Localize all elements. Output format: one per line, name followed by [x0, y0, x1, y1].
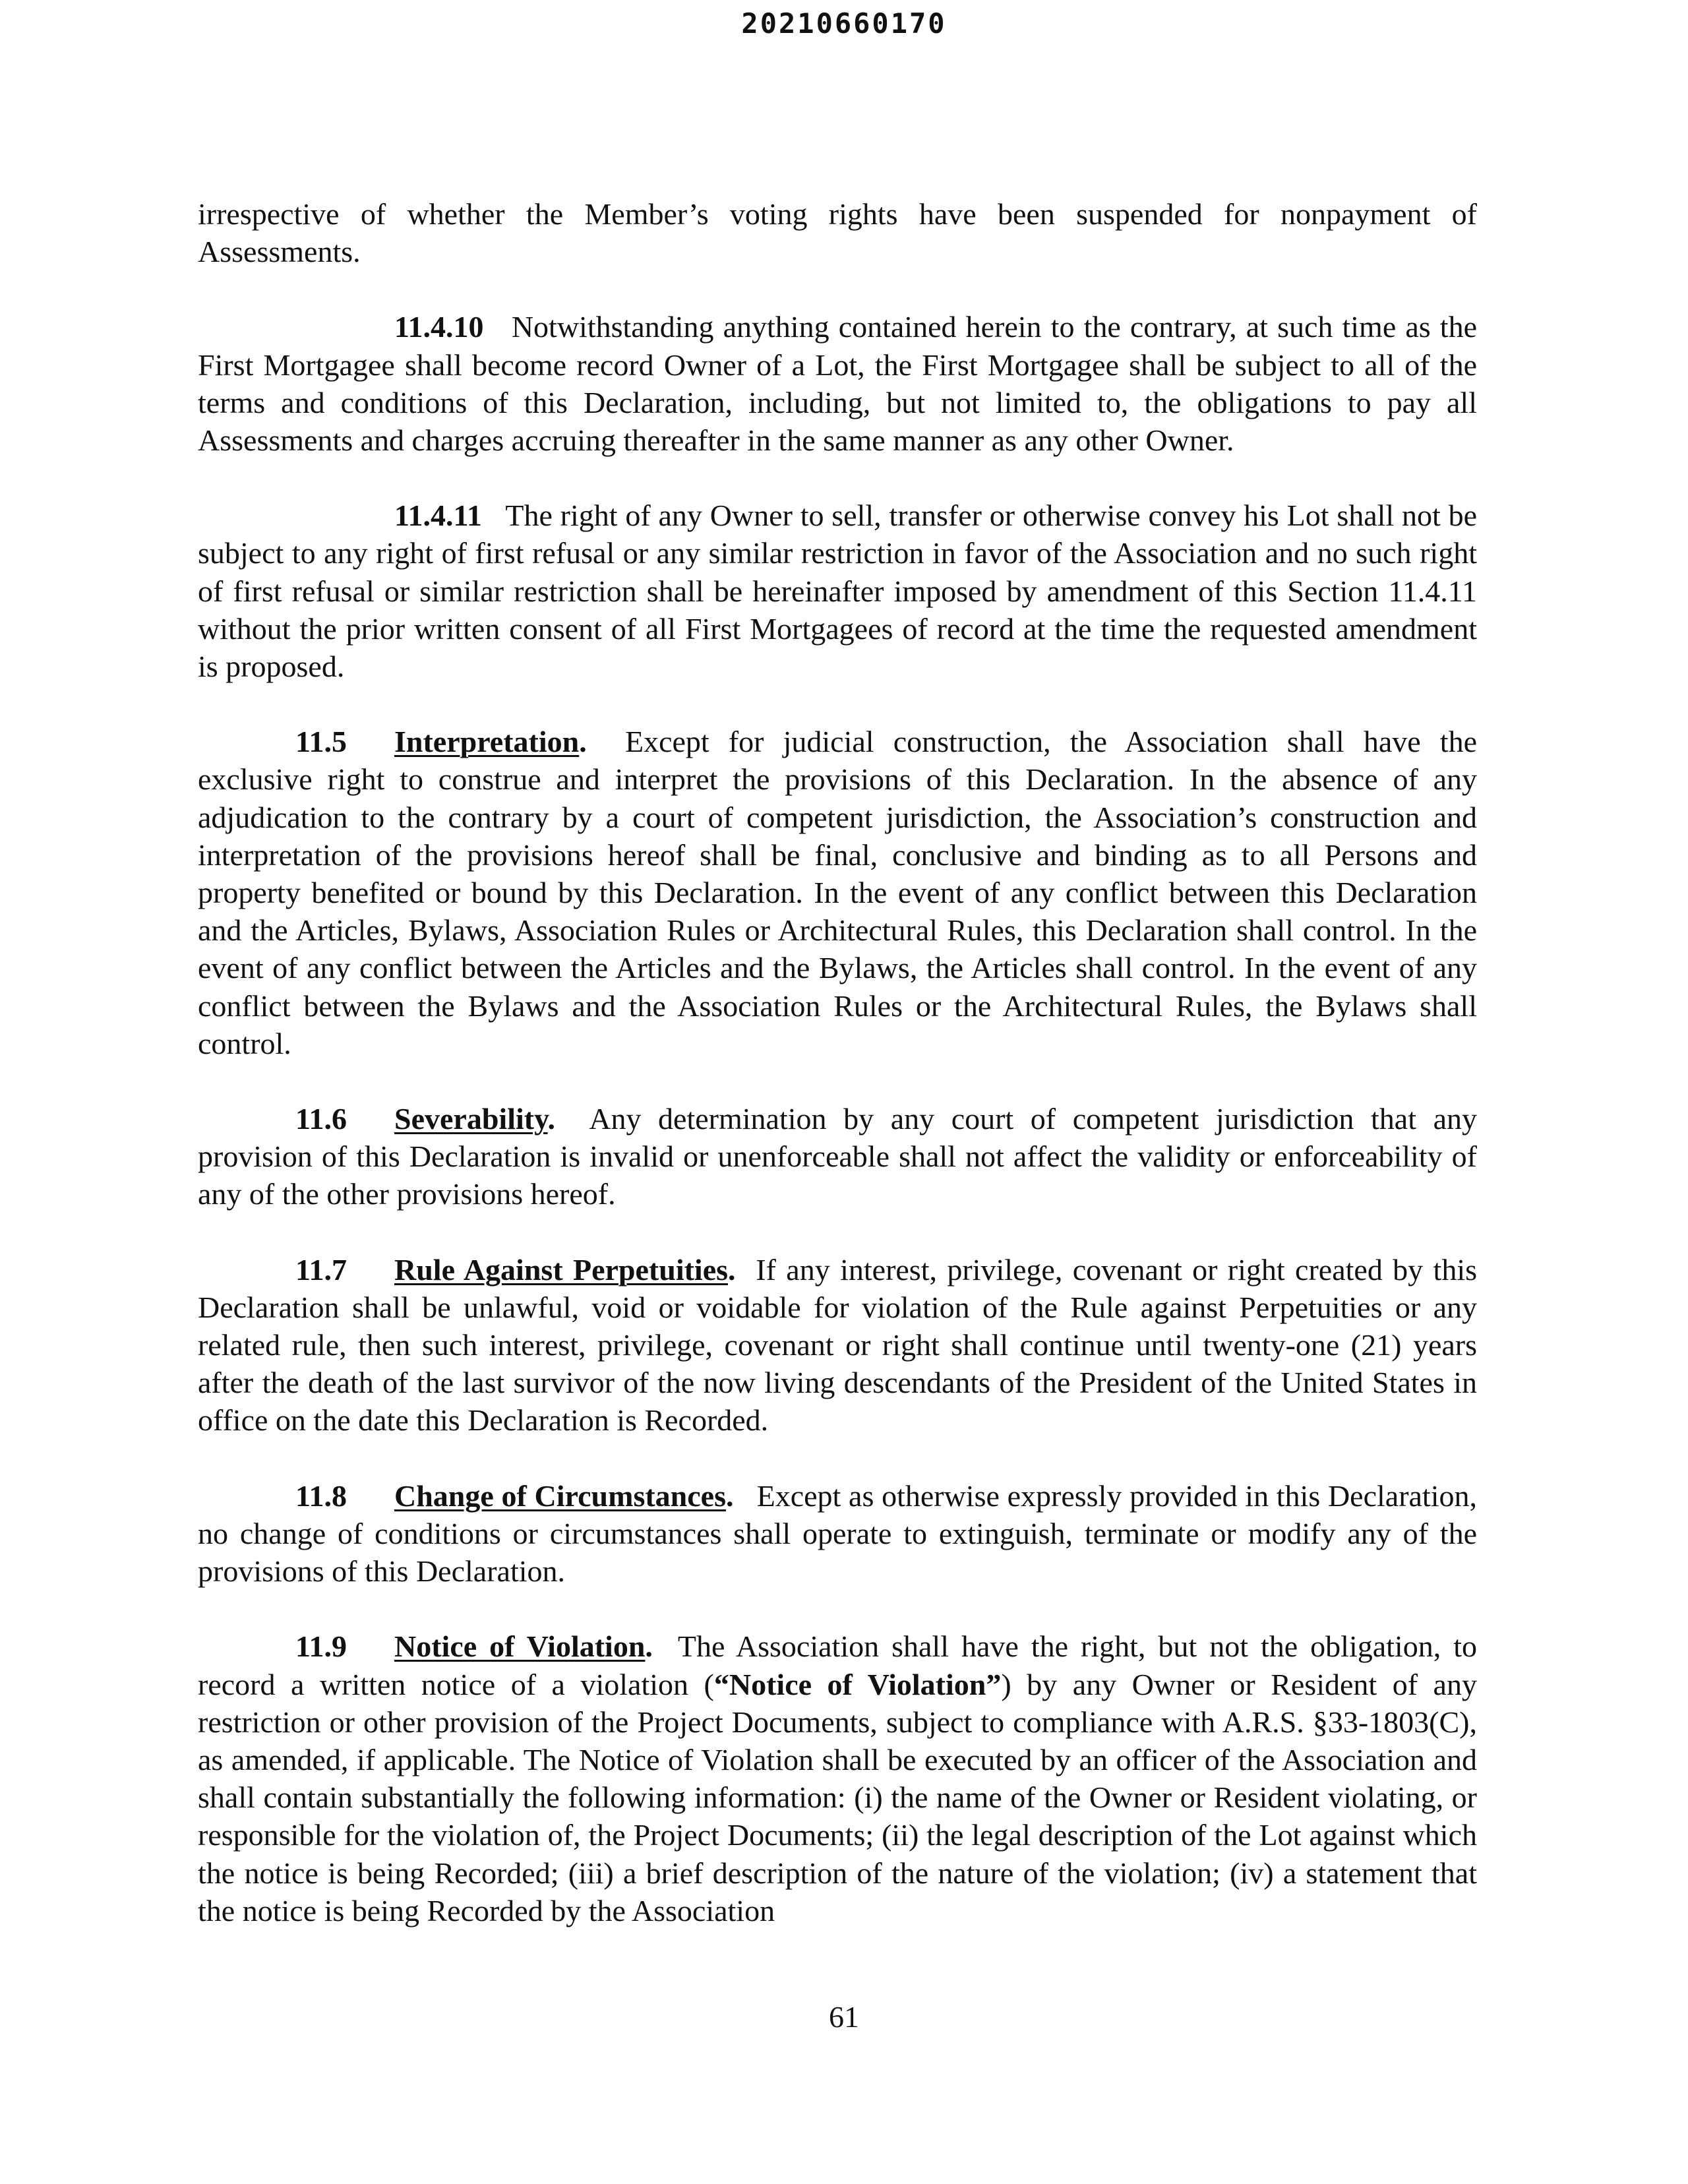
- section-title: Severability: [394, 1102, 548, 1136]
- paragraph-text: Notwithstanding anything contained herein to the contrary, at such time as the First Mortgagee shall become record Owner of a Lot, the First Mortgagee shall be subject to all of the terms and conditions of this Declaration, including, but not limited to, the obligations to pay all Assessments and charges accruing thereafter in the same manner as any other Owner.: [198, 310, 1478, 458]
- paragraph-text: Any determination by any court of competent jurisdiction that any provision of this Declaration is invalid or unenforceable shall not affect the validity or enforceability of any of the other provisions hereof.: [198, 1102, 1478, 1211]
- section-11-8: 11.8 Change of Circumstances. Except as otherwise expressly provided in this Declaration, no change of conditions or circumstances shall operate to extinguish, terminate or modify any of the provisions of this Declaration.: [198, 1477, 1477, 1591]
- section-number: 11.4.11: [394, 499, 482, 533]
- document-number: 20210660170: [741, 7, 947, 40]
- paragraph-text: The Association shall have the right, but not the obligation, to record a written notice of a violation (: [198, 1629, 1477, 1701]
- section-number: 11.5: [295, 725, 347, 759]
- section-number: 11.6: [295, 1102, 347, 1136]
- section-title: Change of Circumstances: [394, 1478, 726, 1513]
- section-title: Interpretation: [394, 725, 580, 759]
- section-11-9: 11.9 Notice of Violation. The Association shall have the right, but not the obligation, to record a written notice of a violation (“Notice of Violation”) by any Owner or Resident of any restriction or other provision of the Project Documents, subject to compliance with A.R.S. §33-1803(C), as amended, if applicable. The Notice of Violation shall be executed by an officer of the Association and shall contain substantially the following information: (i) the name of the Owner or Resident violating, or responsible for the violation of, the Project Documents; (ii) the legal description of the Lot against which the notice is being Recorded; (iii) a brief description of the nature of the violation; (iv) a statement that the notice is being Recorded by the Association: [198, 1627, 1477, 1929]
- section-number: 11.4.10: [394, 310, 484, 344]
- section-title: Rule Against Perpetuities: [394, 1252, 729, 1287]
- section-11-7: 11.7 Rule Against Perpetuities. If any interest, privilege, covenant or right created by this Declaration shall be unlawful, void or voidable for violation of the Rule against Perpetuities or any related rule, then such interest, privilege, covenant or right shall continue until twenty-one (21) years after the death of the last survivor of the now living descendants of the President of the United States in office on the date this Declaration is Recorded.: [198, 1251, 1477, 1440]
- paragraph-continuation: [198, 195, 1477, 270]
- paragraph-text: ) by any Owner or Resident of any restriction or other provision of the Project Documents, subject to compliance with A.R.S. §33-1803(C), as amended, if applicable. The Notice of Violation shall be executed by an officer of the Association and shall contain substantially the following information: (i) the name of the Owner or Resident violating, or responsible for the violation of, the Project Documents; (ii) the legal description of the Lot against which the notice is being Recorded; (iii) a brief description of the nature of the violation; (iv) a statement that the notice is being Recorded by the Association: [198, 1667, 1477, 1927]
- paragraph-text: Except as otherwise expressly provided in this Declaration, no change of conditions or circumstances shall operate to extinguish, terminate or modify any of the provisions of this Declaration.: [198, 1478, 1477, 1589]
- defined-term: “Notice of Violation”: [713, 1667, 1002, 1701]
- section-number: 11.7: [295, 1252, 347, 1287]
- paragraph-text: irrespective of whether the Member’s voting rights have been suspended for nonpayment of Assessments.: [198, 197, 1477, 269]
- section-number: 11.8: [295, 1478, 347, 1513]
- paragraph-text: Except for judicial construction, the Association shall have the exclusive right to construe and interpret the provisions of this Declaration. In the absence of any adjudication to the contrary by a court of competent jurisdiction, the Association’s construction and interpretation of the provisions hereof shall be final, conclusive and binding as to all Persons and property benefited or bound by this Declaration. In the event of any conflict between this Declaration and the Articles, Bylaws, Association Rules or Architectural Rules, this Declaration shall control. In the event of any conflict between the Articles and the Bylaws, the Articles shall control. In the event of any conflict between the Bylaws and the Association Rules or the Architectural Rules, the Bylaws shall control.: [198, 725, 1478, 1060]
- paragraph-text: If any interest, privilege, covenant or right created by this Declaration shall be unlawful, void or voidable for violation of the Rule against Perpetuities or any related rule, then such interest, privilege, covenant or right shall continue until twenty-one (21) years after the death of the last survivor of the now living descendants of the President of the United States in office on the date this Declaration is Recorded.: [198, 1252, 1478, 1438]
- section-number: 11.9: [295, 1629, 347, 1664]
- paragraph-11-4-11: [198, 497, 1477, 685]
- section-11-6: 11.6 Severability. Any determination by any court of competent jurisdiction that any provision of this Declaration is invalid or unenforceable shall not affect the validity or enforceability of any of the other provisions hereof.: [198, 1100, 1477, 1213]
- section-11-5: 11.5 Interpretation. Except for judicial construction, the Association shall have the exclusive right to construe and interpret the provisions of this Declaration. In the absence of any adjudication to the contrary by a court of competent jurisdiction, the Association’s construction and interpretation of the provisions hereof shall be final, conclusive and binding as to all Persons and property benefited or bound by this Declaration. In the event of any conflict between this Declaration and the Articles, Bylaws, Association Rules or Architectural Rules, this Declaration shall control. In the event of any conflict between the Articles and the Bylaws, the Articles shall control. In the event of any conflict between the Bylaws and the Association Rules or the Architectural Rules, the Bylaws shall control.: [198, 723, 1477, 1062]
- page-number: 61: [829, 2000, 859, 2034]
- paragraph-text: The right of any Owner to sell, transfer or otherwise convey his Lot shall not be subject to any right of first refusal or any similar restriction in favor of the Association and no such right of first refusal or similar restriction shall be hereinafter imposed by amendment of this Section 11.4.11 without the prior written consent of all First Mortgagees of record at the time the requested amendment is proposed.: [198, 499, 1478, 684]
- section-title: Notice of Violation: [394, 1629, 646, 1664]
- paragraph-11-4-10: [198, 308, 1477, 459]
- document-body: [198, 195, 1477, 1929]
